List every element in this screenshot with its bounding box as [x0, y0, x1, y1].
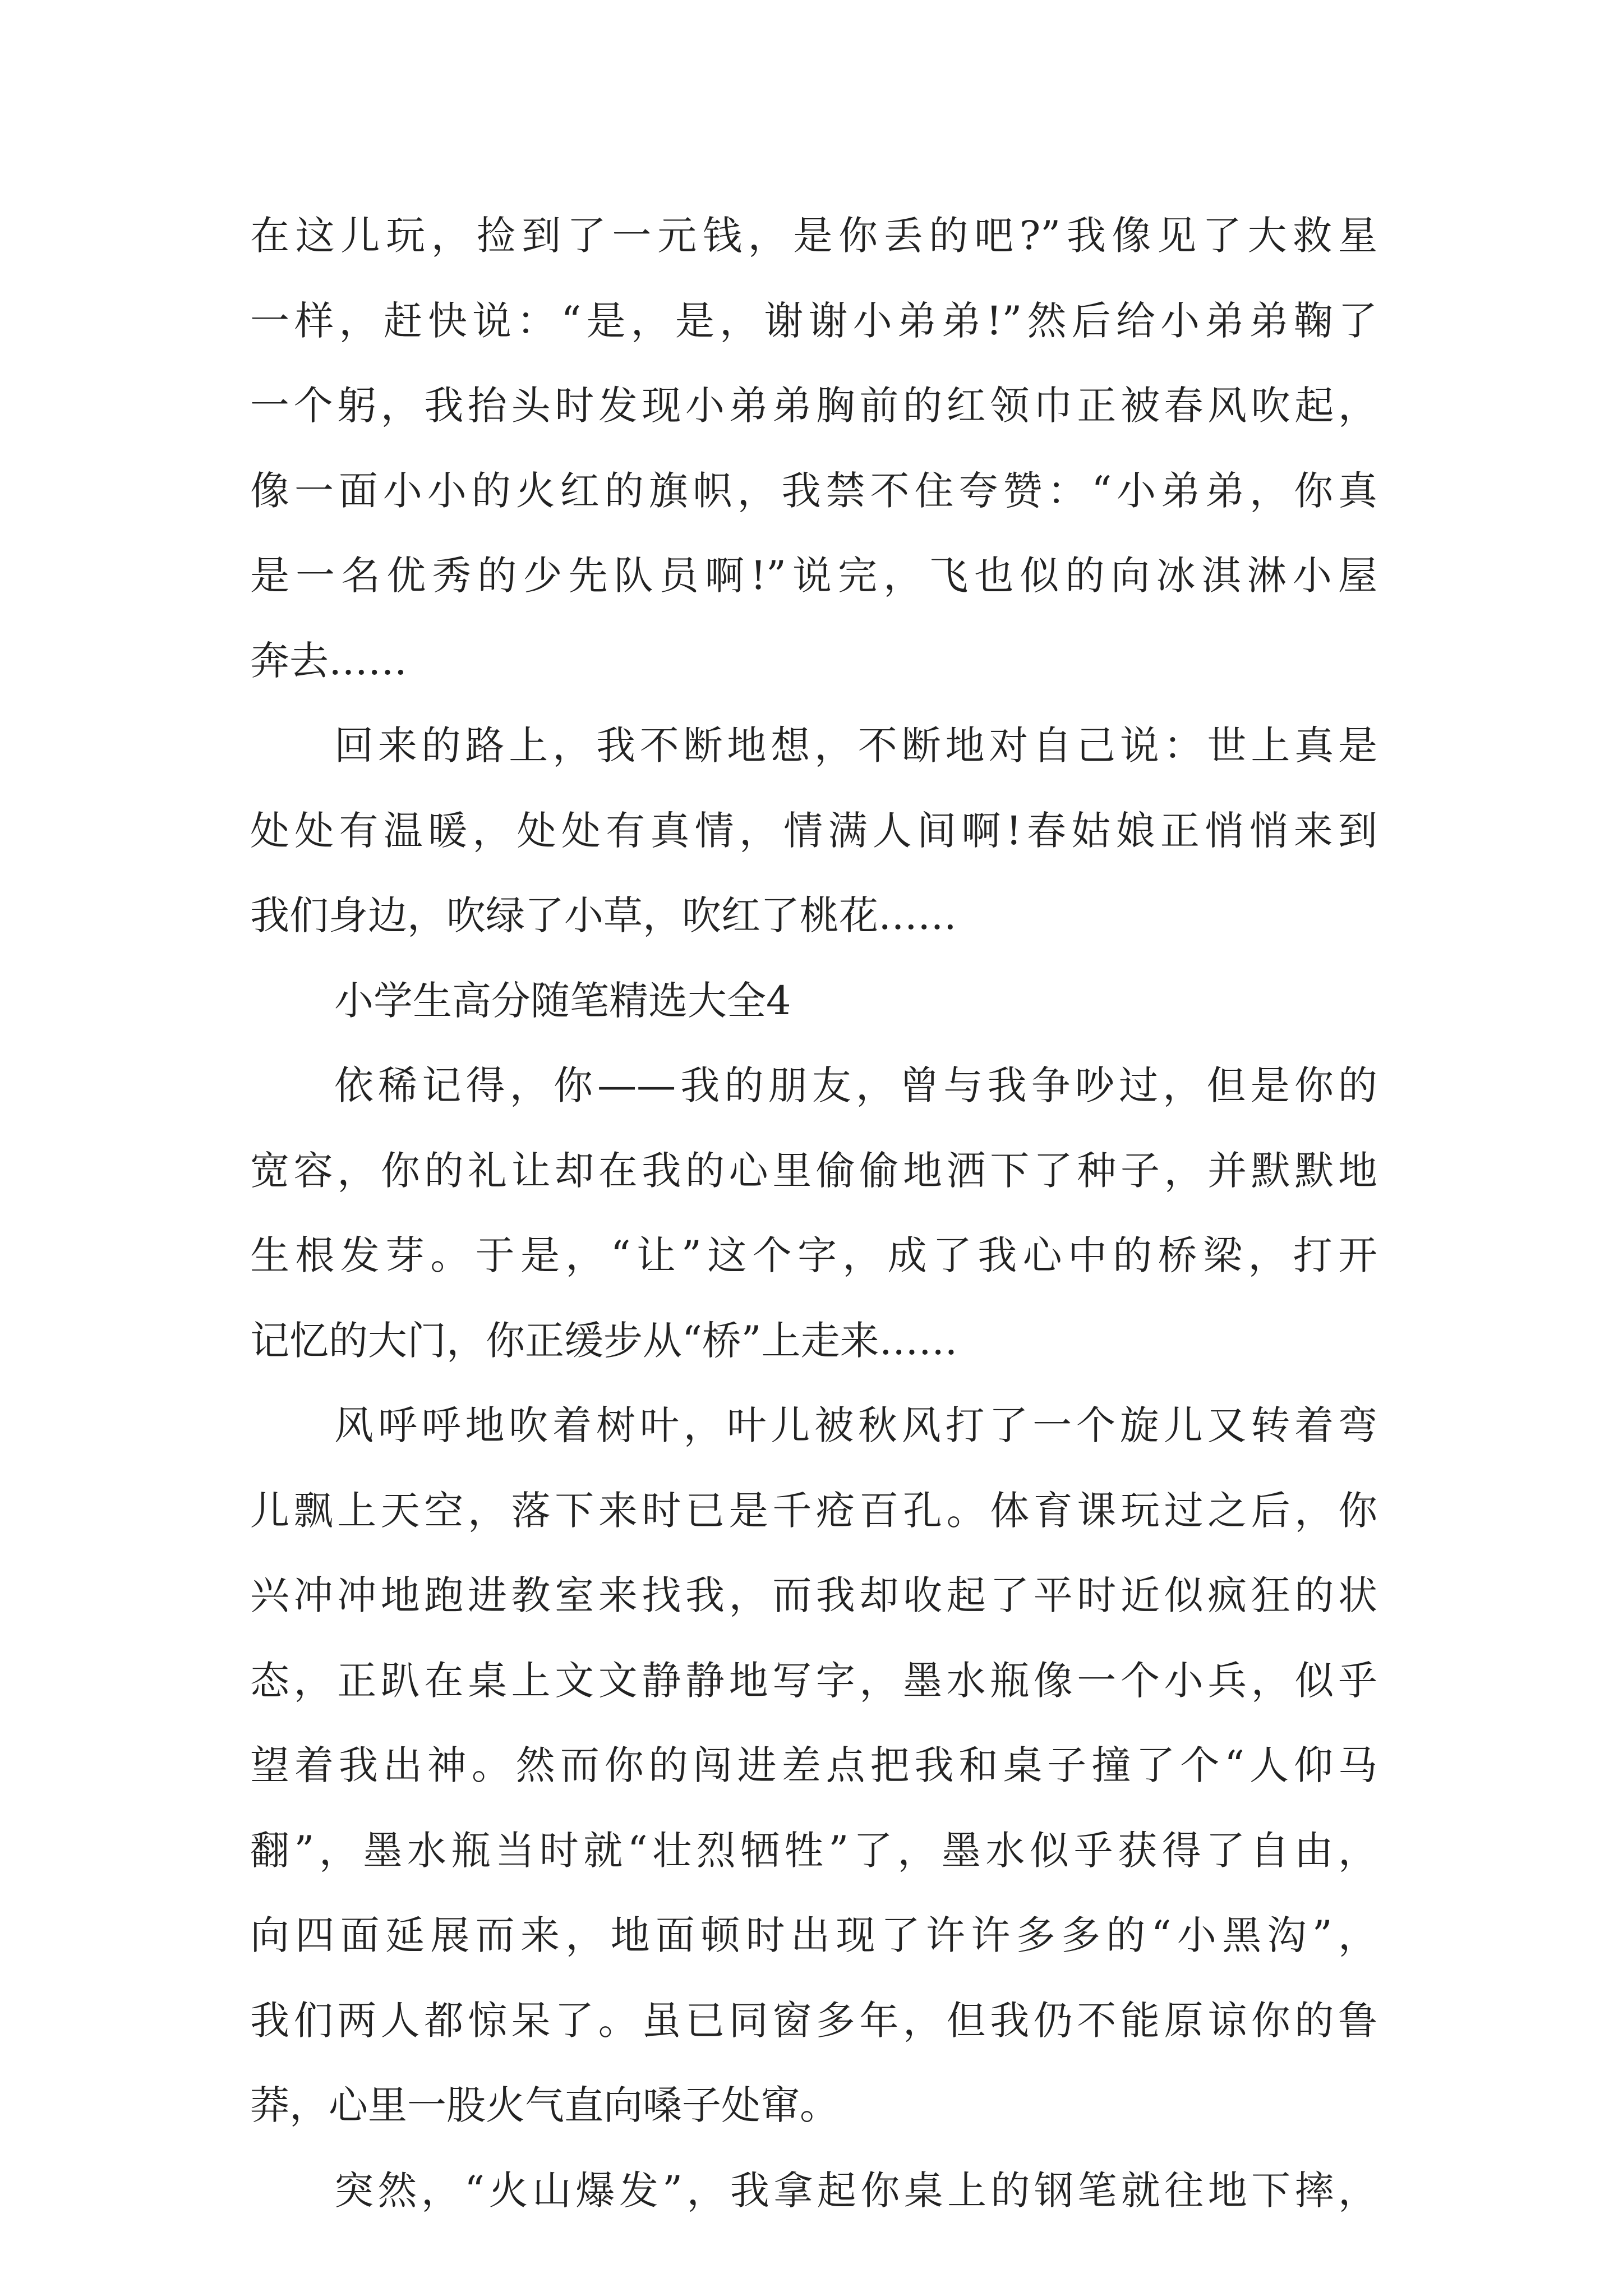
text-line: 在这儿玩，捡到了一元钱，是你丢的吧?”我像见了大救星 [250, 213, 1377, 259]
text-line: 是一名优秀的少先队员啊!”说完，飞也似的向冰淇淋小屋 [250, 553, 1377, 599]
paragraph-first-line: 突然，“火山爆发”，我拿起你桌上的钢笔就往地下摔， [334, 2168, 1377, 2214]
text-line: 翻”，墨水瓶当时就“壮烈牺牲”了，墨水似乎获得了自由， [250, 1828, 1377, 1874]
section-heading: 小学生高分随笔精选大全4 [334, 978, 791, 1024]
paragraph-first-line: 依稀记得，你——我的朋友，曾与我争吵过，但是你的 [334, 1062, 1377, 1108]
text-line: 像一面小小的火红的旗帜，我禁不住夸赞：“小弟弟，你真 [250, 468, 1377, 514]
text-line: 一样，赶快说：“是，是，谢谢小弟弟!”然后给小弟弟鞠了 [250, 298, 1377, 344]
text-line: 兴冲冲地跑进教室来找我，而我却收起了平时近似疯狂的状 [250, 1572, 1377, 1618]
text-line: 处处有温暖，处处有真情，情满人间啊!春姑娘正悄悄来到 [250, 808, 1377, 854]
paragraph-first-line: 风呼呼地吹着树叶，叶儿被秋风打了一个旋儿又转着弯 [334, 1402, 1377, 1448]
text-line: 态，正趴在桌上文文静静地写字，墨水瓶像一个小兵，似乎 [250, 1658, 1377, 1704]
text-line: 记忆的大门，你正缓步从“桥”上走来…… [250, 1318, 958, 1364]
text-line: 宽容，你的礼让却在我的心里偷偷地洒下了种子，并默默地 [250, 1148, 1377, 1194]
text-line: 向四面延展而来，地面顿时出现了许许多多的“小黑沟”， [250, 1912, 1377, 1958]
text-line: 生根发芽。于是，“让”这个字，成了我心中的桥梁，打开 [250, 1232, 1377, 1278]
text-line: 儿飘上天空，落下来时已是千疮百孔。体育课玩过之后，你 [250, 1488, 1377, 1534]
text-line: 我们身边，吹绿了小草，吹红了桃花…… [250, 892, 957, 938]
text-line: 一个躬，我抬头时发现小弟弟胸前的红领巾正被春风吹起， [250, 383, 1377, 429]
text-line: 奔去…… [250, 638, 407, 684]
text-line: 莽，心里一股火气直向嗓子处窜。 [250, 2082, 839, 2128]
text-line: 望着我出神。然而你的闯进差点把我和桌子撞了个“人仰马 [250, 1742, 1377, 1788]
paragraph-first-line: 回来的路上，我不断地想，不断地对自己说：世上真是 [334, 723, 1377, 769]
text-line: 我们两人都惊呆了。虽已同窗多年，但我仍不能原谅你的鲁 [250, 1998, 1377, 2044]
